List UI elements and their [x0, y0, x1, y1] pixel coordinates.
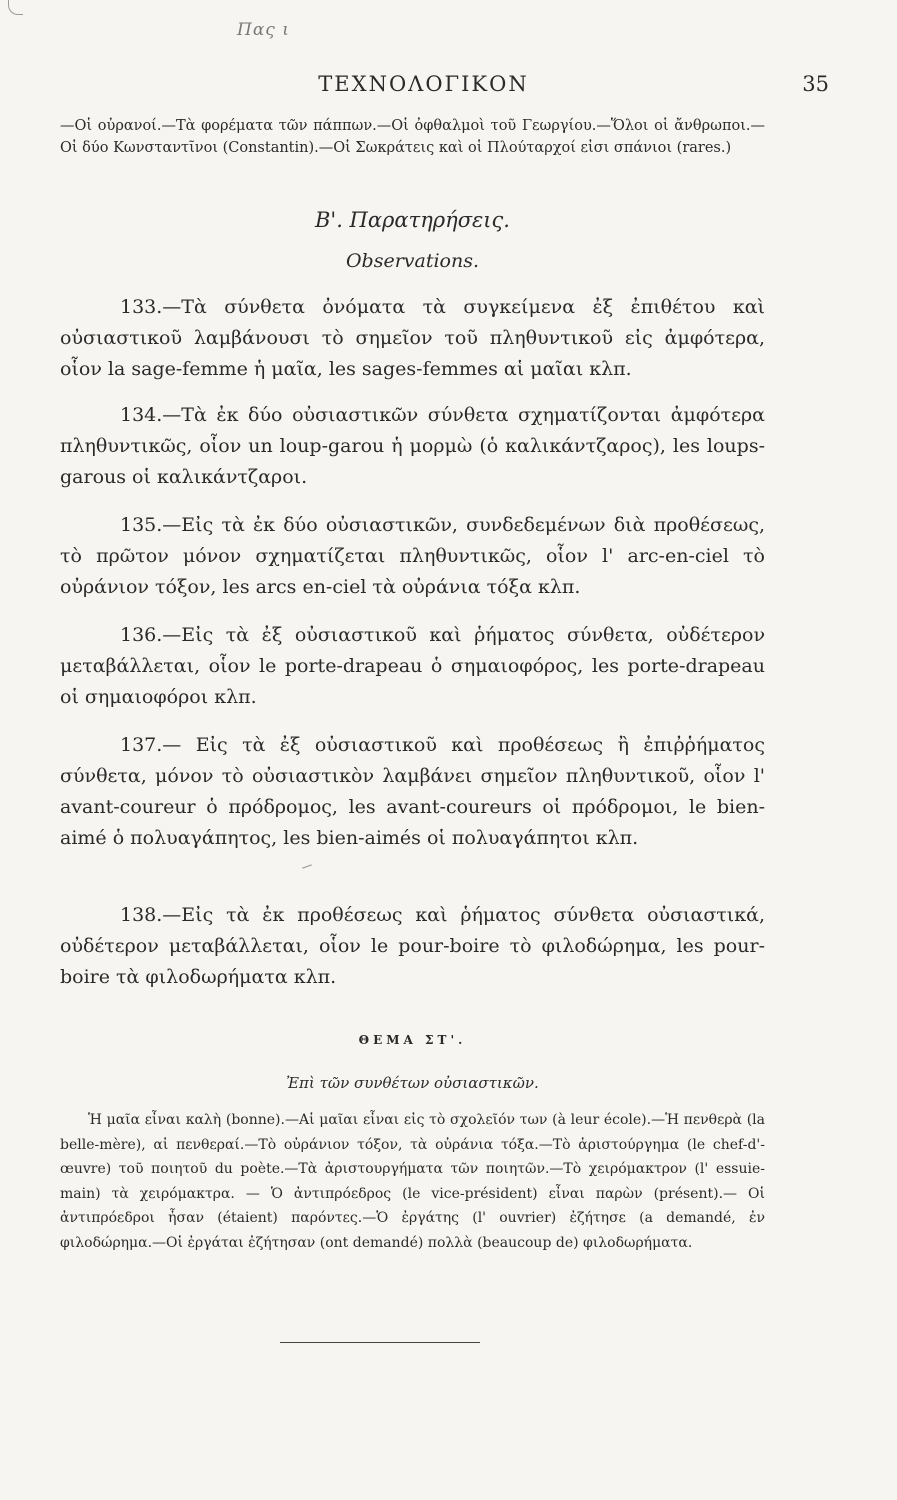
paragraph-136 [60, 620, 765, 713]
page-corner-mark [8, 0, 23, 15]
exercise-paragraph: Ἡ μαῖα εἶναι καλὴ (bonne).—Αἱ μαῖαι εἶναι εἰς τὸ σχολεῖόν των (à leur école).—Ἡ πενθερὰ (la belle-mère), αἱ πενθεραί.—Τὸ οὐράνιον τόξον, τὰ οὐράνια τόξα.—Τὸ ἀριστούργημα (le chef-d'-œuvre) τοῦ ποιητοῦ du poète.—Τὰ ἀριστουργήματα τῶν ποιητῶν.—Τὸ χειρόμακτρον (l' essuie-main) τὰ χειρόμακτρα. — Ὁ ἀντιπρόεδρος (le vice-président) εἶναι παρὼν (présent).— Οἱ ἀντιπρόεδροι ἦσαν (étaient) παρόντες.—Ὁ ἐργάτης (l' ouvrier) ἐζήτησε (a demandé, ἐν φιλοδώρημα.—Οἱ ἐργάται ἐζήτησαν (ont demandé) πολλὰ (beaucoup de) φιλοδωρήματα. [60, 1112, 765, 1251]
exercise-text [60, 1108, 765, 1255]
header-title: ΤΕΧΝΟΛΟΓΙΚΟΝ [318, 72, 529, 96]
intro-examples: —Οἱ οὐρανοί.—Τὰ φορέματα τῶν πάππων.—Οἱ ὀφθαλμοὶ τοῦ Γεωργίου.—Ὅλοι οἱ ἄνθρωποι.—Οἱ δύο Κωνσταντῖνοι (Constantin).—Οἱ Σωκράτεις καὶ οἱ Πλούταρχοί εἰσι σπάνιοι (rares.) [60, 118, 765, 156]
paragraph-133 [60, 292, 765, 385]
page-number: 35 [802, 72, 829, 96]
paragraph-text: 137.— Εἰς τὰ ἐξ οὐσιαστικοῦ καὶ προθέσεως ἢ ἐπιῤῥήματος σύνθετα, μόνον τὸ οὐσιαστικὸν λαμβάνει σημεῖον πληθυντικοῦ, οἷον l' avant-coureur ὁ πρόδρομος, les avant-coureurs οἱ πρόδρομοι, le bien-aimé ὁ πολυαγάπητος, les bien-aimés οἱ πολυαγάπητοι κλπ. [60, 734, 765, 849]
running-header [60, 72, 829, 102]
paragraph-135 [60, 510, 765, 603]
end-rule [280, 1342, 480, 1343]
paragraph-137 [60, 730, 765, 854]
paragraph-text: 136.—Εἰς τὰ ἐξ οὐσιαστικοῦ καὶ ῥήματος σύνθετα, οὐδέτερον μεταβάλλεται, οἷον le porte-drapeau ὁ σημαιοφόρος, les porte-drapeau οἱ σημαιοφόροι κλπ. [60, 624, 765, 708]
paragraph-text: 138.—Εἰς τὰ ἐκ προθέσεως καὶ ῥήματος σύνθετα οὐσιαστικά, οὐδέτερον μεταβάλλεται, οἷον le pour-boire τὸ φιλοδώρημα, les pour-boire τὰ φιλοδωρήματα κλπ. [60, 904, 765, 988]
paragraph-text: 134.—Τὰ ἐκ δύο οὐσιαστικῶν σύνθετα σχηματίζονται ἀμφότερα πληθυντικῶς, οἷον un loup-garou ἡ μορμὼ (ὁ καλικάντζαρος), les loups-garous οἱ καλικάντζαροι. [60, 404, 765, 488]
paragraph-text: 135.—Εἰς τὰ ἐκ δύο οὐσιαστικῶν, συνδεδεμένων διὰ προθέσεως, τὸ πρῶτον μόνον σχηματίζεται πληθυντικῶς, οἷον l' arc-en-ciel τὸ οὐράνιον τόξον, les arcs en-ciel τὰ οὐράνια τόξα κλπ. [60, 514, 765, 598]
section-heading-greek: Β'. Παρατηρήσεις. [315, 208, 510, 232]
paragraph-text: 133.—Τὰ σύνθετα ὀνόματα τὰ συγκείμενα ἐξ ἐπιθέτου καὶ οὐσιαστικοῦ λαμβάνουσι τὸ σημεῖον τοῦ πληθυντικοῦ εἰς ἀμφότερα, οἷον la sage-femme ἡ μαῖα, les sages-femmes αἱ μαῖαι κλπ. [60, 296, 765, 380]
exercise-title: Ἐπὶ τῶν συνθέτων οὐσιαστικῶν. [286, 1074, 539, 1092]
section-heading-latin: Observations. [345, 250, 480, 272]
handwritten-note: Πας ι [237, 20, 290, 40]
ink-mark [302, 864, 312, 868]
paragraph-138 [60, 900, 765, 993]
theme-heading: ΘΕΜΑ ΣΤ'. [358, 1033, 467, 1047]
paragraph-134 [60, 400, 765, 493]
